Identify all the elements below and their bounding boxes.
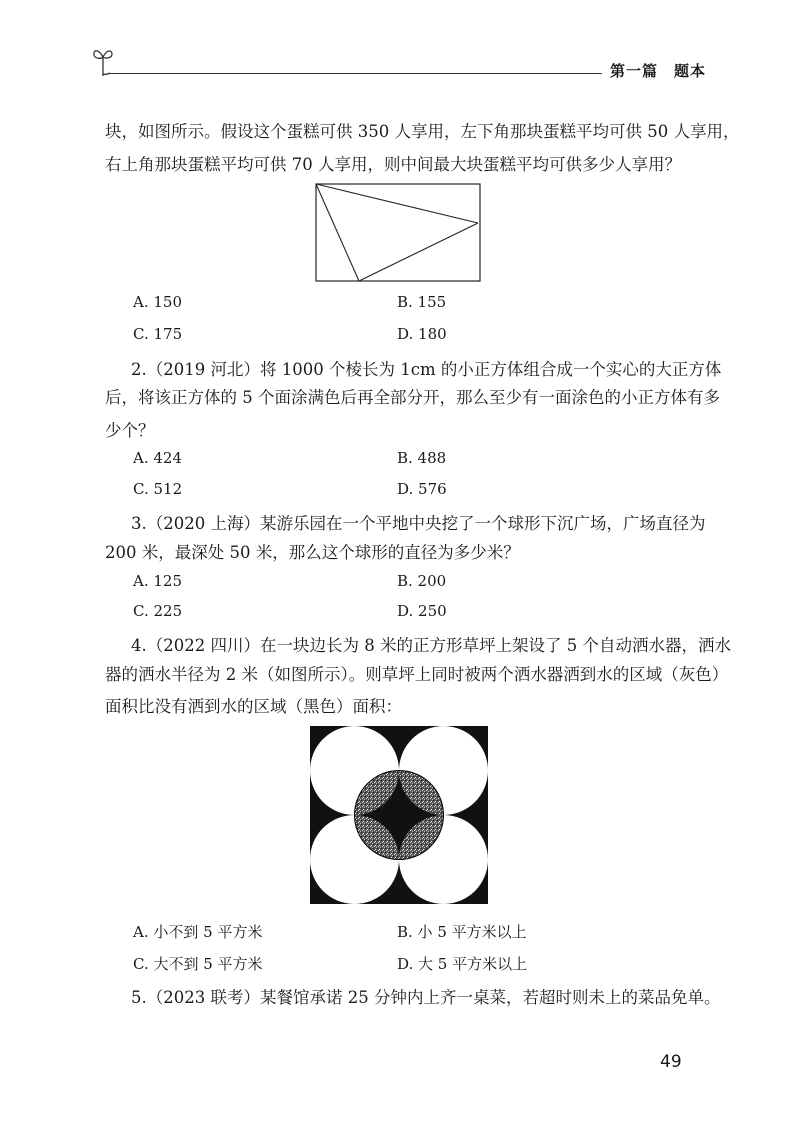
- option-c: C. 大不到 5 平方米: [133, 955, 263, 973]
- question-2-line: 后，将该正方体的 5 个面涂满色后再全部分开，那么至少有一面涂色的小正方体有多: [105, 388, 720, 407]
- option-a: A. 小不到 5 平方米: [133, 923, 263, 941]
- option-d: D. 250: [397, 602, 447, 620]
- option-c: C. 175: [133, 325, 183, 343]
- option-c: C. 225: [133, 602, 183, 620]
- option-d: D. 180: [397, 325, 447, 343]
- cake-diagram: [315, 183, 481, 283]
- question-4-line: 4.（2022 四川）在一块边长为 8 米的正方形草坪上架设了 5 个自动洒水器，洒水: [131, 636, 731, 655]
- option-b: B. 488: [397, 449, 447, 467]
- option-a: A. 125: [133, 572, 182, 590]
- option-b: B. 200: [397, 572, 447, 590]
- question-4-line: 面积比没有洒到水的区域（黑色）面积：: [105, 697, 402, 716]
- option-b: B. 155: [397, 293, 447, 311]
- header-rule: [108, 73, 602, 74]
- option-c: C. 512: [133, 480, 183, 498]
- question-3-line: 3.（2020 上海）某游乐园在一个平地中央挖了一个球形下沉广场，广场直径为: [131, 514, 706, 533]
- option-a: A. 150: [133, 293, 182, 311]
- question-text-line: 右上角那块蛋糕平均可供 70 人享用，则中间最大块蛋糕平均可供多少人享用？: [105, 155, 681, 174]
- option-d: D. 大 5 平方米以上: [397, 955, 528, 973]
- option-a: A. 424: [133, 449, 182, 467]
- option-d: D. 576: [397, 480, 447, 498]
- option-b: B. 小 5 平方米以上: [397, 923, 527, 941]
- question-4-line: 器的洒水半径为 2 米（如图所示）。则草坪上同时被两个洒水器洒到水的区域（灰色）: [105, 665, 729, 684]
- question-2-line: 少个？: [105, 421, 155, 440]
- sprinkler-diagram: [310, 726, 488, 904]
- question-3-line: 200 米，最深处 50 米，那么这个球形的直径为多少米？: [105, 543, 520, 562]
- question-2-line: 2.（2019 河北）将 1000 个棱长为 1cm 的小正方体组合成一个实心的大正方体: [131, 360, 722, 379]
- question-5-line: 5.（2023 联考）某餐馆承诺 25 分钟内上齐一桌菜，若超时则未上的菜品免单。: [131, 988, 721, 1007]
- question-text-line: 块，如图所示。假设这个蛋糕可供 350 人享用，左下角那块蛋糕平均可供 50 人享用，: [105, 122, 740, 141]
- section-title: 第一篇 题本: [610, 62, 707, 80]
- page-number: 49: [660, 1052, 682, 1072]
